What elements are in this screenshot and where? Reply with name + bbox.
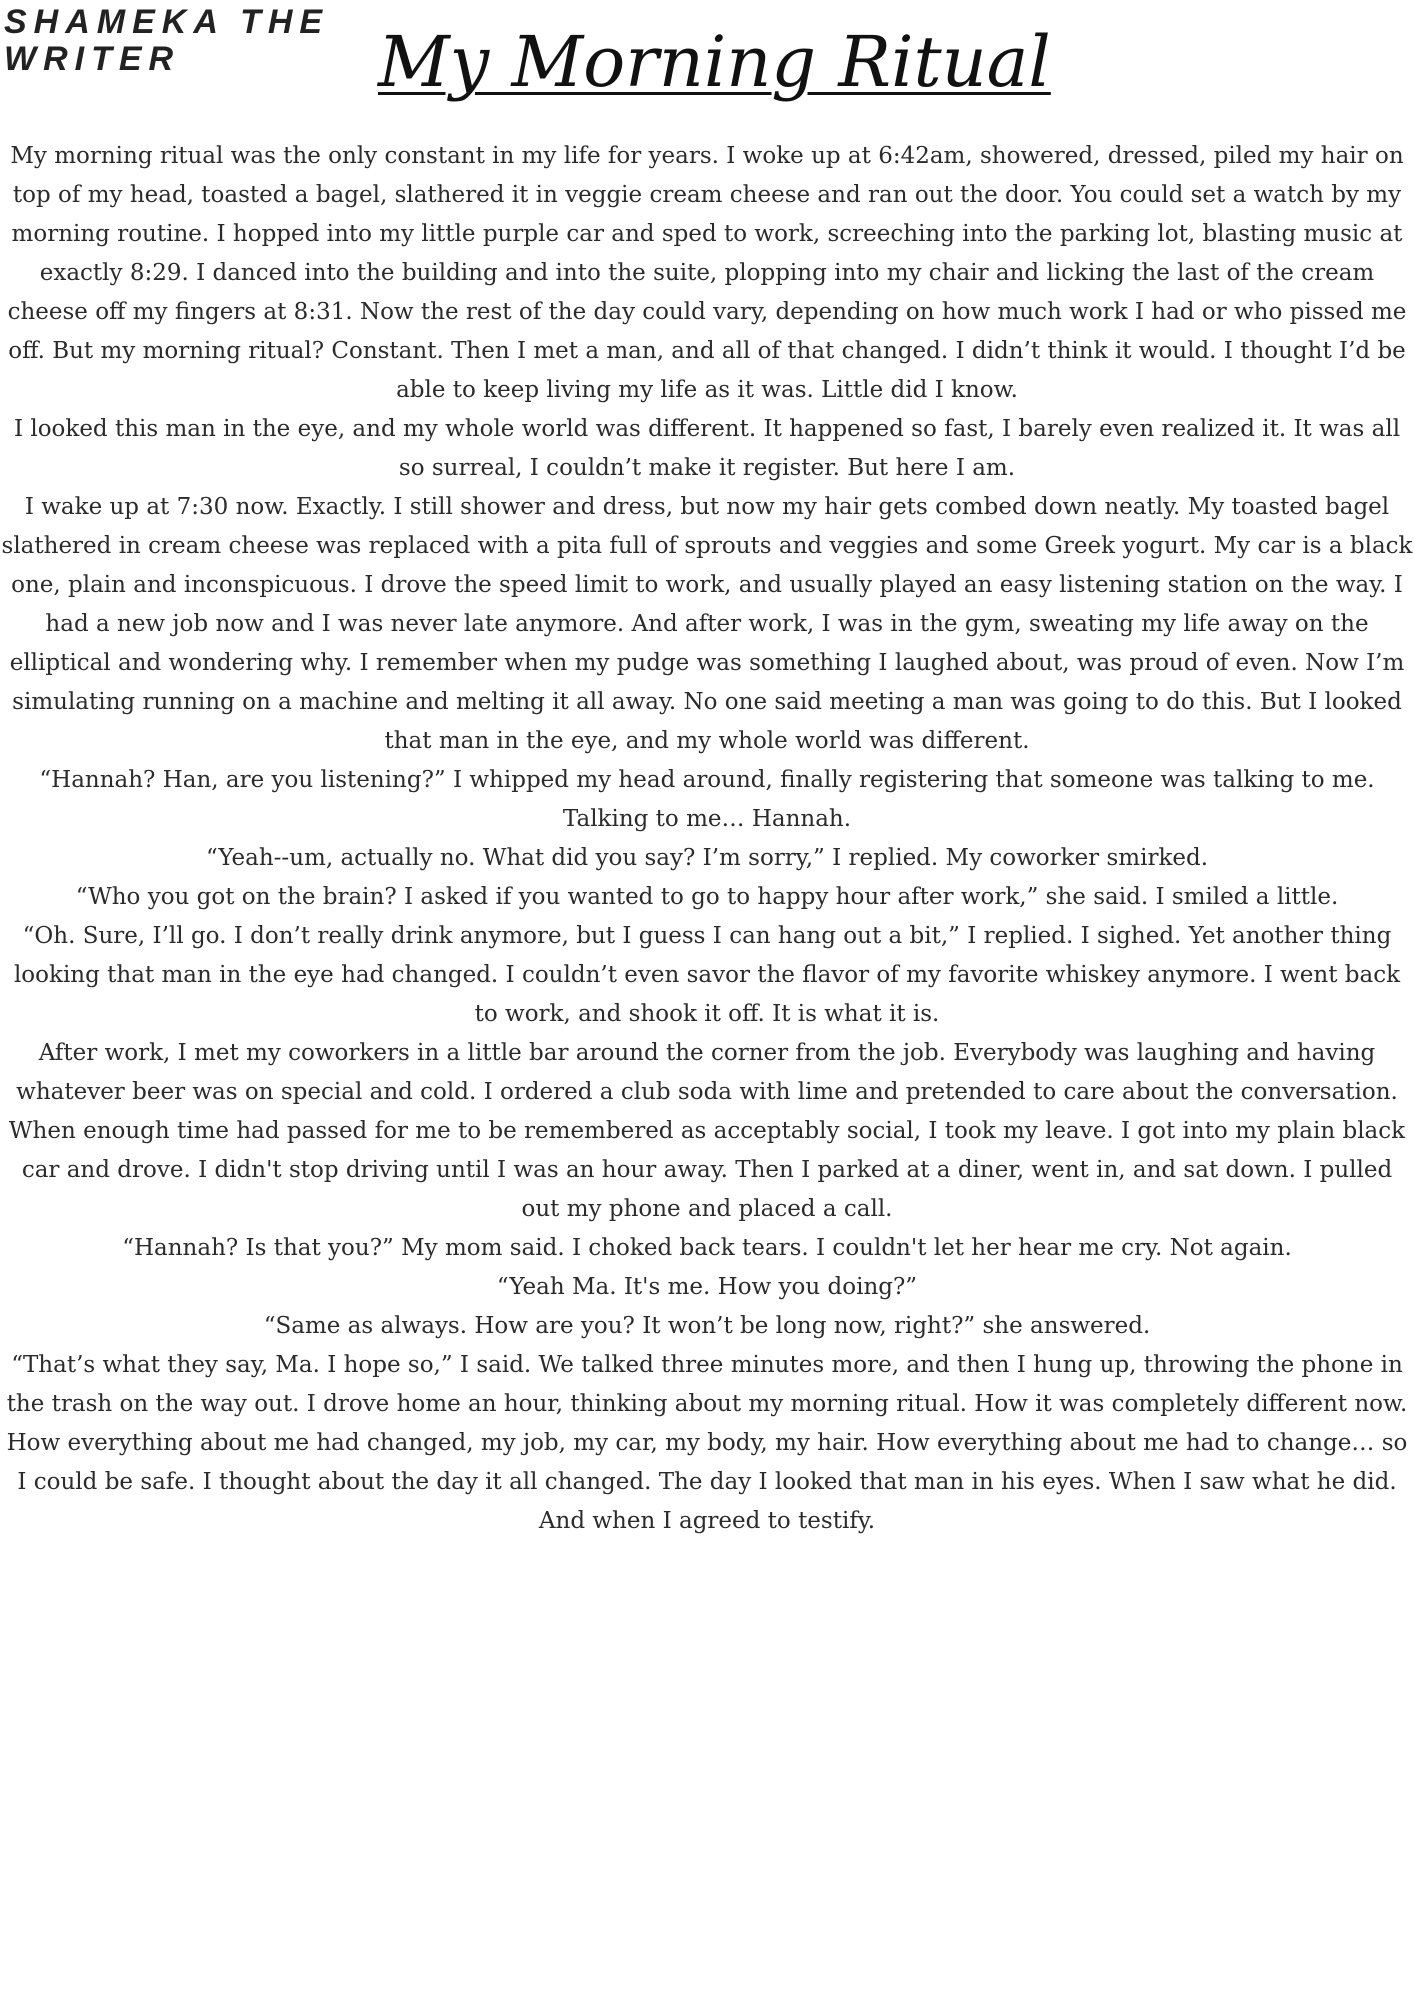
story-title: My Morning Ritual [378, 21, 1051, 103]
story-paragraph: “Yeah--um, actually no. What did you say? I’m sorry,” I replied. My coworker smirked. [205, 845, 1209, 871]
story-paragraph: “Same as always. How are you? It won’t be long now, right?” she answered. [263, 1313, 1151, 1339]
story-paragraph: “Hannah? Is that you?” My mom said. I choked back tears. I couldn't let her hear me cry. Not again. [122, 1235, 1292, 1261]
story-paragraph: My morning ritual was the only constant in my life for years. I woke up at 6:42am, showered, dressed, piled my hair on top of my head, toasted a bagel, slathered it in veggie cream cheese and ran out the door. You could set a watch by my morning routine. I hopped into my little purple car and sped to work, screeching into the parking lot, blasting music at exactly 8:29. I danced into the building and into the suite, plopping into my chair and licking the last of the cream cheese off my fingers at 8:31. Now the rest of the day could vary, depending on how much work I had or who pissed me off. But my morning ritual? Constant. Then I met a man, and all of that changed. I didn’t think it would. I thought I’d be able to keep living my life as it was. Little did I know. [7, 143, 1407, 403]
story-paragraph: After work, I met my coworkers in a little bar around the corner from the job. Everybody was laughing and having whatever beer was on special and cold. I ordered a club soda with lime and pretended to care about the conversation. When enough time had passed for me to be remembered as acceptably social, I took my leave. I got into my plain black car and drove. I didn't stop driving until I was an hour away. Then I parked at a diner, went in, and sat down. I pulled out my phone and placed a call. [8, 1040, 1406, 1222]
story-paragraph: “Yeah Ma. It's me. How you doing?” [496, 1274, 918, 1300]
story-paragraph: I wake up at 7:30 now. Exactly. I still shower and dress, but now my hair gets combed down neatly. My toasted bagel slathered in cream cheese was replaced with a pita full of sprouts and veggies and some Greek yogurt. My car is a black one, plain and inconspicuous. I drove the speed limit to work, and usually played an easy listening station on the way. I had a new job now and I was never late anymore. And after work, I was in the gym, sweating my life away on the elliptical and wondering why. I remember when my pudge was something I laughed about, was proud of even. Now I’m simulating running on a machine and melting it all away. No one said meeting a man was going to do this. But I looked that man in the eye, and my whole world was different. [1, 494, 1413, 754]
story-paragraph: “That’s what they say, Ma. I hope so,” I said. We talked three minutes more, and then I hung up, throwing the phone in the trash on the way out. I drove home an hour, thinking about my morning ritual. How it was completely different now. How everything about me had changed, my job, my car, my body, my hair. How everything about me had to change… so I could be safe. I thought about the day it all changed. The day I looked that man in his eyes. When I saw what he did. And when I agreed to testify. [6, 1352, 1408, 1534]
story-body [0, 137, 1414, 1541]
story-paragraph: I looked this man in the eye, and my whole world was different. It happened so fast, I barely even realized it. It was all so surreal, I couldn’t make it register. But here I am. [13, 416, 1401, 481]
story-paragraph: “Hannah? Han, are you listening?” I whipped my head around, finally registering that someone was talking to me. Talking to me… Hannah. [39, 767, 1375, 832]
story-paragraph: “Who you got on the brain? I asked if you wanted to go to happy hour after work,” she said. I smiled a little. [75, 884, 1339, 910]
story-paragraph: “Oh. Sure, I’ll go. I don’t really drink anymore, but I guess I can hang out a bit,” I replied. I sighed. Yet another thing looking that man in the eye had changed. I couldn’t even savor the flavor of my favorite whiskey anymore. I went back to work, and shook it off. It is what it is. [13, 923, 1401, 1027]
author-name: SHAMEKA THE WRITER [4, 3, 330, 78]
